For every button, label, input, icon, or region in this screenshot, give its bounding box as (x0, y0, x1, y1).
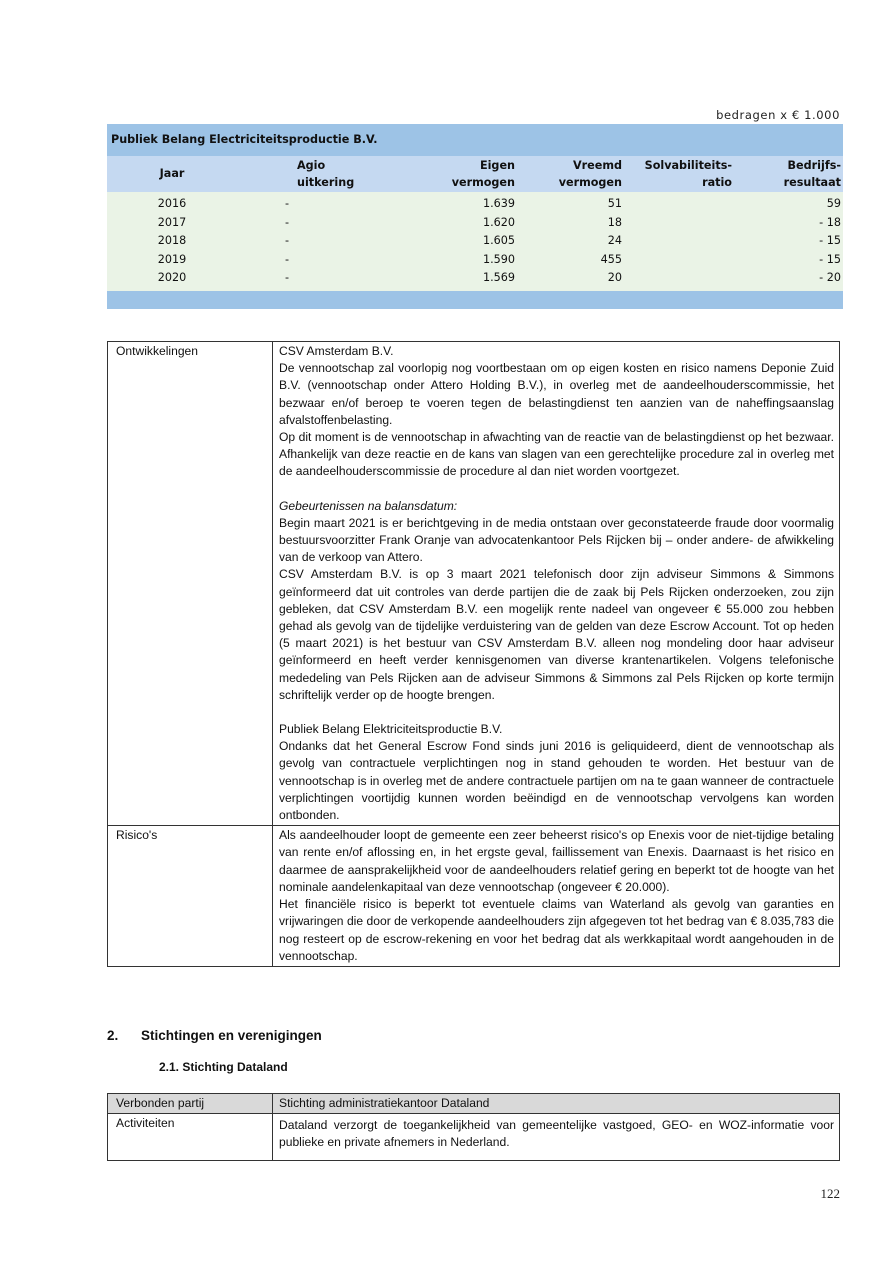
events-paragraph-2: CSV Amsterdam B.V. is op 3 maart 2021 telefonisch door zijn adviseur Simmons & Simmons geïnformeerd dat uit controles van derde partijen die de zaak bij Pels Rijcken onderzoeken, zou zijn gebleken, dat CSV Amsterdam B.V. een mogelijk rente nadeel van ongeveer € 55.000 zou hebben gehad als gevolg van de tijdelijke verduistering van de gelden van deze Escrow Account. Tot op heden (5 maart 2021) is het bestuur van CSV Amsterdam B.V. alleen nog mondeling door haar adviseur geïnformeerd en heeft verder kennisgenomen van diverse krantenartikelen. Volgens telefonische mededeling van Pels Rijcken aan de adviseur Simmons & Simmons zal Pels Rijcken op korte termijn schriftelijk verder op de hoogte brengen. (279, 567, 834, 702)
ontwikkelingen-content (273, 342, 840, 826)
header-eigen-vermogen (407, 157, 515, 191)
cell-agio: - (284, 271, 290, 285)
cell-vreemd-vermogen: 455 (600, 252, 622, 266)
csv-paragraph-2: Op dit moment is de vennootschap in afwachting van de reactie van de belastingdienst op het bezwaar. Afhankelijk van deze reactie en de kans van slagen van een gerechtelijke procedure zal in overleg met de aandeelhouderscommissie de procedure al dan niet worden voortgezet. (279, 430, 834, 479)
header-eigen-line2: vermogen (451, 176, 515, 189)
table-row (107, 269, 843, 288)
page-number: 122 (820, 1186, 840, 1201)
cell-bedrijfsresultaat: - 20 (819, 271, 841, 285)
header-agio-line2: uitkering (297, 176, 355, 189)
cell-jaar: 2017 (157, 215, 187, 229)
section-title: Stichtingen en verenigingen (141, 1028, 322, 1043)
cell-eigen-vermogen: 1.605 (482, 234, 515, 248)
financial-table (107, 124, 843, 309)
header-agio-line1: Agio (297, 159, 326, 172)
header-vreemd-line1: Vreemd (572, 159, 622, 172)
table-row (107, 214, 843, 233)
table-row (107, 195, 843, 214)
cell-jaar: 2019 (157, 252, 187, 266)
table-row (107, 251, 843, 270)
csv-paragraph-1: De vennootschap zal voorlopig nog voortbestaan om op eigen kosten en risico namens Deponie Zuid B.V. (vennootschap onder Attero Holding B.V.), in overleg met de aandeelhouderscommissie, het bezwaar en/of beroep te voeren tegen de belastingdienst ten aanzien van de naheffingsaanslag afvalstoffenbelasting. (279, 361, 834, 427)
section-number: 2. (107, 1028, 119, 1043)
risicos-paragraph-1: Als aandeelhouder loopt de gemeente een zeer beheerst risico's op Enexis voor de niet-tijdige betaling van rente en/of aflossing en, in het ergste geval, faillissement van Enexis. Daarnaast is het risico en daarmee de aansprakelijkheid voor de aandeelhouders relatief gering en beperkt tot de hoogte van het nominale aandelenkapitaal van deze vennootschap (ongeveer € 20.000). (279, 828, 834, 894)
subsection-heading-2-1: 2.1. Stichting Dataland (159, 1060, 288, 1074)
risicos-label: Risico's (108, 826, 273, 967)
header-solv-line1: Solvabiliteits- (644, 159, 732, 172)
verbonden-partij-label: Verbonden partij (108, 1094, 273, 1114)
cell-agio: - (284, 197, 290, 210)
header-bedr-line1: Bedrijfs- (787, 159, 841, 172)
cell-agio: - (284, 252, 290, 266)
cell-vreemd-vermogen: 18 (607, 215, 622, 229)
ontwikkelingen-row (108, 342, 840, 826)
csv-title: CSV Amsterdam B.V. (279, 344, 394, 358)
header-solv-line2: ratio (702, 176, 732, 189)
details-table (107, 341, 840, 967)
risicos-content (273, 826, 840, 967)
dataland-table (107, 1093, 840, 1161)
header-bedr-line2: resultaat (783, 176, 841, 189)
header-vreemd-line2: vermogen (558, 176, 622, 189)
cell-bedrijfsresultaat: - 15 (819, 234, 841, 248)
pbe-paragraph-1: Ondanks dat het General Escrow Fond sinds juni 2016 is geliquideerd, dient de vennootschap als gevolg van contractuele verplichtingen nog in stand gehouden te worden. Het bestuur van de vennootschap is in overleg met de andere contractuele partijen om na te gaan wanneer de contractuele verplichtingen voortijdig kunnen worden beëindigd en de vennootschap vervolgens kan worden ontbonden. (279, 739, 834, 823)
cell-bedrijfsresultaat: - 15 (819, 252, 841, 266)
cell-vreemd-vermogen: 20 (607, 271, 622, 285)
cell-agio: - (284, 234, 290, 248)
cell-bedrijfsresultaat: - 18 (819, 215, 841, 229)
table-row (107, 232, 843, 251)
header-agio (257, 157, 355, 191)
ontwikkelingen-label: Ontwikkelingen (108, 342, 273, 826)
cell-jaar: 2018 (157, 234, 187, 248)
header-bedrijfsresultaat (747, 157, 841, 191)
cell-eigen-vermogen: 1.620 (482, 215, 515, 229)
cell-jaar: 2016 (157, 197, 187, 210)
financial-table-body (107, 192, 843, 291)
section-heading-2 (107, 1028, 322, 1043)
activiteiten-label: Activiteiten (108, 1114, 273, 1160)
financial-table-header (107, 156, 843, 192)
cell-agio: - (284, 215, 290, 229)
events-paragraph-1: Begin maart 2021 is er berichtgeving in de media ontstaan over geconstateerde fraude door voormalig bestuursvoorzitter Frank Oranje van advocatenkantoor Pels Rijcken bij – onder andere- de afwikkeling van de verkoop van Attero. (279, 515, 834, 565)
verbonden-partij-value: Stichting administratiekantoor Dataland (273, 1094, 840, 1114)
pbe-title: Publiek Belang Elektriciteitsproductie B.V. (279, 722, 503, 737)
risicos-paragraph-2: Het financiële risico is beperkt tot eventuele claims van Waterland als gevolg van garanties en vrijwaringen die door de verkopende aandeelhouders zijn afgegeven tot het bedrag van € 8.035,783 die nog resteert op de escrow-rekening en voor het bedrag dat als werkkapitaal wordt aangehouden in de vennootschap. (279, 897, 834, 963)
amounts-note: bedragen x € 1.000 (716, 108, 840, 122)
financial-table-footer (107, 291, 843, 309)
activiteiten-value: Dataland verzorgt de toegankelijkheid van gemeentelijke vastgoed, GEO- en WOZ-informatie voor publieke en private afnemers in Nederland. (273, 1114, 840, 1160)
header-eigen-line1: Eigen (479, 159, 515, 172)
header-jaar: Jaar (159, 167, 185, 180)
cell-vreemd-vermogen: 24 (607, 234, 622, 248)
financial-table-title: Publiek Belang Electriciteitsproductie B.V. (107, 124, 843, 156)
cell-bedrijfsresultaat: 59 (826, 197, 841, 210)
activiteiten-row (108, 1114, 840, 1160)
cell-vreemd-vermogen: 51 (607, 197, 622, 210)
risicos-row (108, 826, 840, 967)
cell-eigen-vermogen: 1.569 (482, 271, 515, 285)
header-solvabiliteitsratio (627, 157, 732, 191)
events-heading: Gebeurtenissen na balansdatum: (279, 498, 458, 513)
cell-jaar: 2020 (157, 271, 187, 285)
cell-eigen-vermogen: 1.590 (482, 252, 515, 266)
verbonden-partij-row (108, 1094, 840, 1114)
cell-eigen-vermogen: 1.639 (482, 197, 515, 210)
header-vreemd-vermogen (527, 157, 622, 191)
